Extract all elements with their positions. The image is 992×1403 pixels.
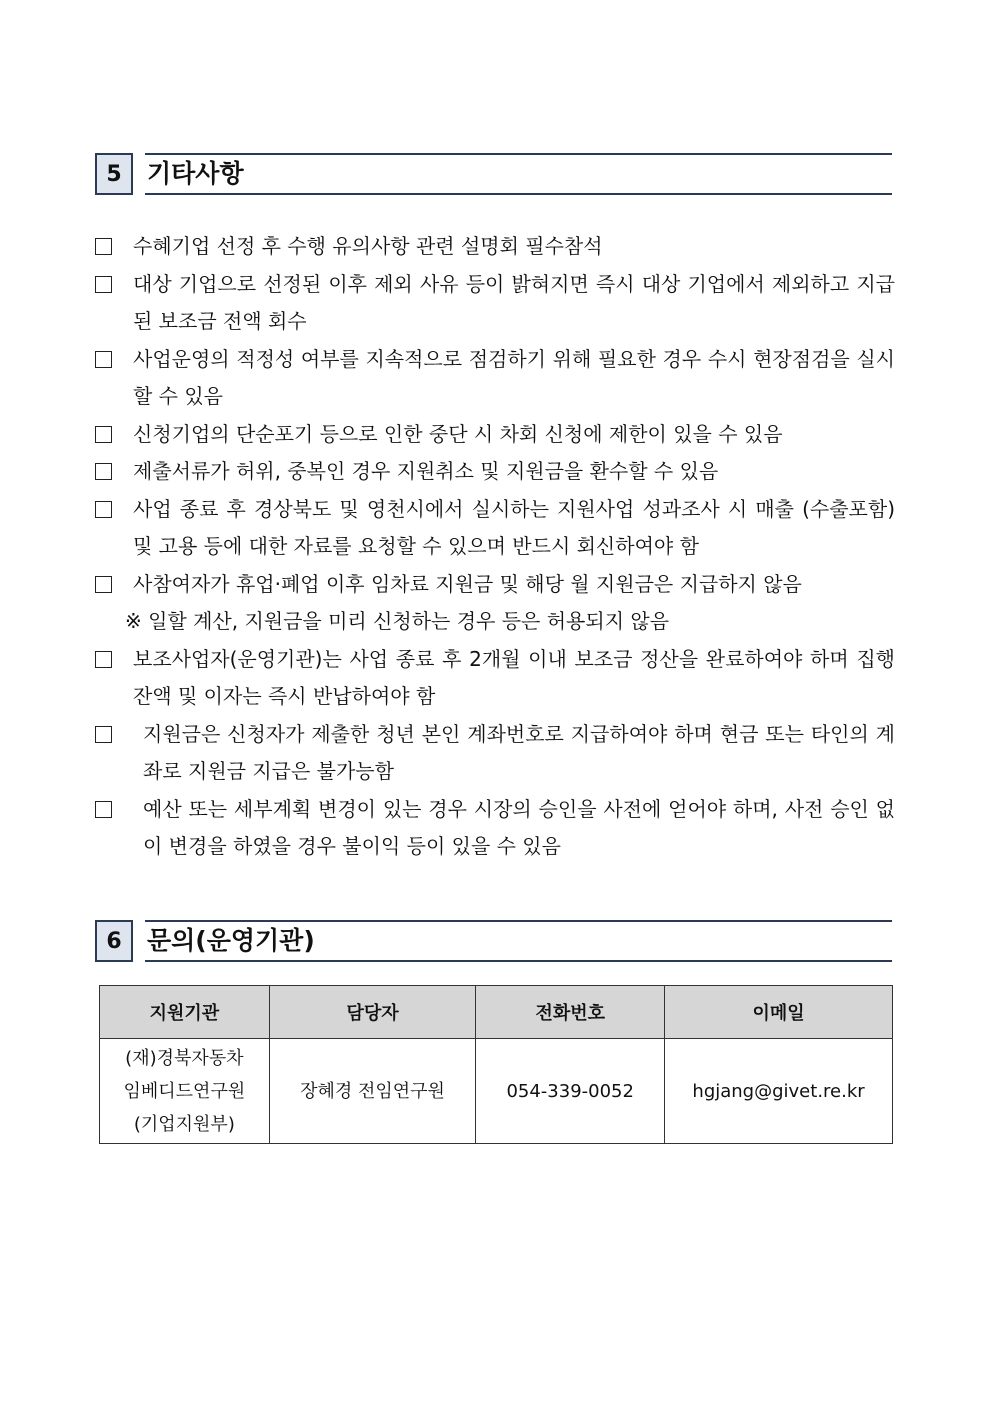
checkbox-icon — [95, 501, 112, 518]
list-item — [95, 453, 895, 491]
list-item-text: 신청기업의 단순포기 등으로 인한 중단 시 차회 신청에 제한이 있을 수 있음 — [133, 421, 783, 446]
cell-email: hgjang@givet.re.kr — [665, 1039, 893, 1144]
checkbox-icon — [95, 463, 112, 480]
section-5-header — [95, 153, 892, 199]
section-6-header — [95, 920, 892, 966]
checkbox-icon — [95, 651, 112, 668]
list-item — [95, 566, 895, 604]
org-line: (재)경북자동차 — [125, 1047, 244, 1069]
section-6-number: 6 — [95, 920, 133, 962]
list-item — [95, 641, 895, 716]
checkbox-icon — [95, 351, 112, 368]
cell-org — [100, 1039, 270, 1144]
list-item — [95, 491, 895, 566]
org-line: 임베디드연구원 — [123, 1080, 246, 1102]
cell-manager: 장혜경 전임연구원 — [269, 1039, 476, 1144]
list-item-text: 지원금은 신청자가 제출한 청년 본인 계좌번호로 지급하여야 하며 현금 또는 타인의 계좌로 지원금 지급은 불가능함 — [143, 721, 895, 783]
list-item-note: ※ 일할 계산, 지원금을 미리 신청하는 경우 등은 허용되지 않음 — [125, 609, 670, 633]
section-6-title: 문의(운영기관) — [145, 920, 892, 962]
list-item-text: 예산 또는 세부계획 변경이 있는 경우 시장의 승인을 사전에 얻어야 하며, 사전 승인 없이 변경을 하였을 경우 불이익 등이 있을 수 있음 — [143, 796, 895, 858]
notice-list — [95, 228, 895, 866]
list-item-text: 사참여자가 휴업·폐업 이후 임차료 지원금 및 해당 월 지원금은 지급하지 않음 — [133, 571, 802, 596]
header-manager: 담당자 — [269, 986, 476, 1039]
checkbox-icon — [95, 801, 112, 818]
section-5-title: 기타사항 — [145, 153, 892, 195]
checkbox-icon — [95, 726, 112, 743]
list-item-text: 사업운영의 적정성 여부를 지속적으로 점검하기 위해 필요한 경우 수시 현장점검을 실시할 수 있음 — [133, 346, 895, 408]
list-item — [95, 341, 895, 416]
table-row — [100, 1039, 893, 1144]
list-item-text: 대상 기업으로 선정된 이후 제외 사유 등이 밝혀지면 즉시 대상 기업에서 제외하고 지급된 보조금 전액 회수 — [133, 271, 895, 333]
header-email: 이메일 — [665, 986, 893, 1039]
checkbox-icon — [95, 238, 112, 255]
list-item — [95, 416, 895, 454]
list-item — [95, 266, 895, 341]
table-header-row — [100, 986, 893, 1039]
list-item — [95, 228, 895, 266]
list-item-text: 제출서류가 허위, 중복인 경우 지원취소 및 지원금을 환수할 수 있음 — [133, 459, 719, 483]
header-org: 지원기관 — [100, 986, 270, 1039]
cell-phone: 054-339-0052 — [476, 1039, 665, 1144]
checkbox-icon — [95, 426, 112, 443]
contact-table — [99, 985, 893, 1144]
header-phone: 전화번호 — [476, 986, 665, 1039]
list-item-text: 수혜기업 선정 후 수행 유의사항 관련 설명회 필수참석 — [133, 234, 603, 258]
checkbox-icon — [95, 276, 112, 293]
list-item-text: 보조사업자(운영기관)는 사업 종료 후 2개월 이내 보조금 정산을 완료하여야 하며 집행잔액 및 이자는 즉시 반납하여야 함 — [133, 646, 895, 708]
list-item — [95, 716, 895, 791]
list-item-text: 사업 종료 후 경상북도 및 영천시에서 실시하는 지원사업 성과조사 시 매출 (수출포함) 및 고용 등에 대한 자료를 요청할 수 있으며 반드시 회신하여야 함 — [133, 496, 895, 558]
list-item — [95, 791, 895, 866]
section-5-number: 5 — [95, 153, 133, 195]
org-line: (기업지원부) — [133, 1113, 235, 1135]
checkbox-icon — [95, 576, 112, 593]
